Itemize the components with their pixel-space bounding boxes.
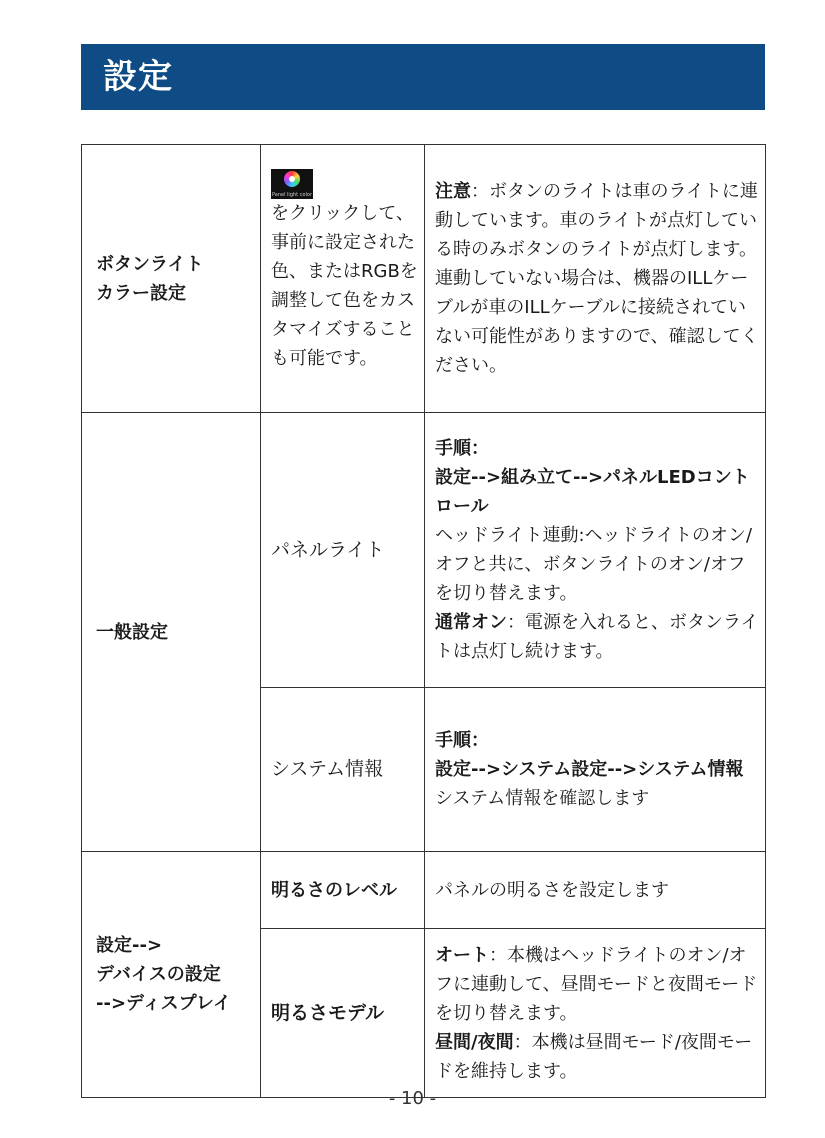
settings-table: [81, 144, 766, 1098]
setting-name-cell: [261, 852, 425, 929]
note-text: ：ボタンのライトは車のライトに連動しています。車のライトが点灯している時のみボタンのライトが点灯します。連動していない場合は、機器のILLケーブルが車のILLケーブルに接続されていない可能性がありますので、確認してください。: [435, 181, 759, 376]
detail-cell: [425, 852, 766, 929]
setting-cell: [261, 145, 425, 413]
detail-cell: [425, 145, 766, 413]
color-wheel-icon: [284, 171, 300, 187]
table-row: [82, 413, 766, 688]
note-label: 注意: [435, 181, 471, 202]
panel-light-color-icon[interactable]: [271, 169, 313, 199]
category-label: 設定-->: [96, 935, 163, 956]
category-cell: [82, 413, 261, 852]
table-row: [82, 852, 766, 929]
procedure-label: 手順：: [435, 438, 489, 459]
detail-cell: [425, 688, 766, 852]
setting-description: パネルの明るさを設定します: [435, 879, 669, 901]
section-header: [81, 44, 765, 110]
category-label: 一般設定: [96, 621, 168, 643]
option-label: オート: [435, 944, 489, 966]
setting-description: をクリックして、事前に設定された色、またはRGBを調整して色をカスタマイズすることも可能です。: [271, 203, 418, 369]
option-label: 通常オン: [435, 612, 507, 633]
page-title: 設定: [103, 57, 173, 97]
option-label: 昼間/夜間: [435, 1031, 514, 1053]
category-label: ボタンライト: [96, 253, 204, 275]
option-text: ：本機はヘッドライトのオン/オフに連動して、昼間モードと夜間モードを切り替えます。: [435, 944, 758, 1024]
page-number: - 10 -: [388, 1088, 437, 1109]
procedure-path: 設定-->システム設定-->システム情報: [435, 759, 744, 780]
setting-name: システム情報: [271, 758, 384, 780]
setting-name: 明るさのレベル: [271, 879, 397, 901]
detail-cell: [425, 929, 766, 1098]
category-cell: [82, 852, 261, 1098]
option-text: ：電源を入れると、ボタンライトは点灯し続けます。: [435, 612, 759, 662]
category-cell: [82, 145, 261, 413]
setting-description: システム情報を確認します: [435, 788, 650, 809]
setting-name: 明るさモデル: [271, 1001, 385, 1024]
detail-cell: [425, 413, 766, 688]
category-label: -->ディスプレイ: [96, 993, 231, 1014]
setting-description: ヘッドライト連動:ヘッドライトのオン/オフと共に、ボタンライトのオン/オフを切り替えます。: [435, 525, 753, 604]
setting-name-cell: [261, 929, 425, 1098]
table-row: [82, 145, 766, 413]
setting-name-cell: [261, 413, 425, 688]
option-text: ：本機は昼間モード/夜間モードを維持します。: [435, 1031, 753, 1082]
category-label: カラー設定: [96, 282, 186, 304]
category-label: デバイスの設定: [96, 964, 221, 985]
icon-caption: Panel light color: [271, 192, 313, 198]
setting-name: パネルライト: [271, 538, 385, 561]
procedure-label: 手順：: [435, 730, 489, 751]
setting-name-cell: [261, 688, 425, 852]
procedure-path: 設定-->組み立て-->パネルLEDコントロール: [435, 467, 750, 517]
